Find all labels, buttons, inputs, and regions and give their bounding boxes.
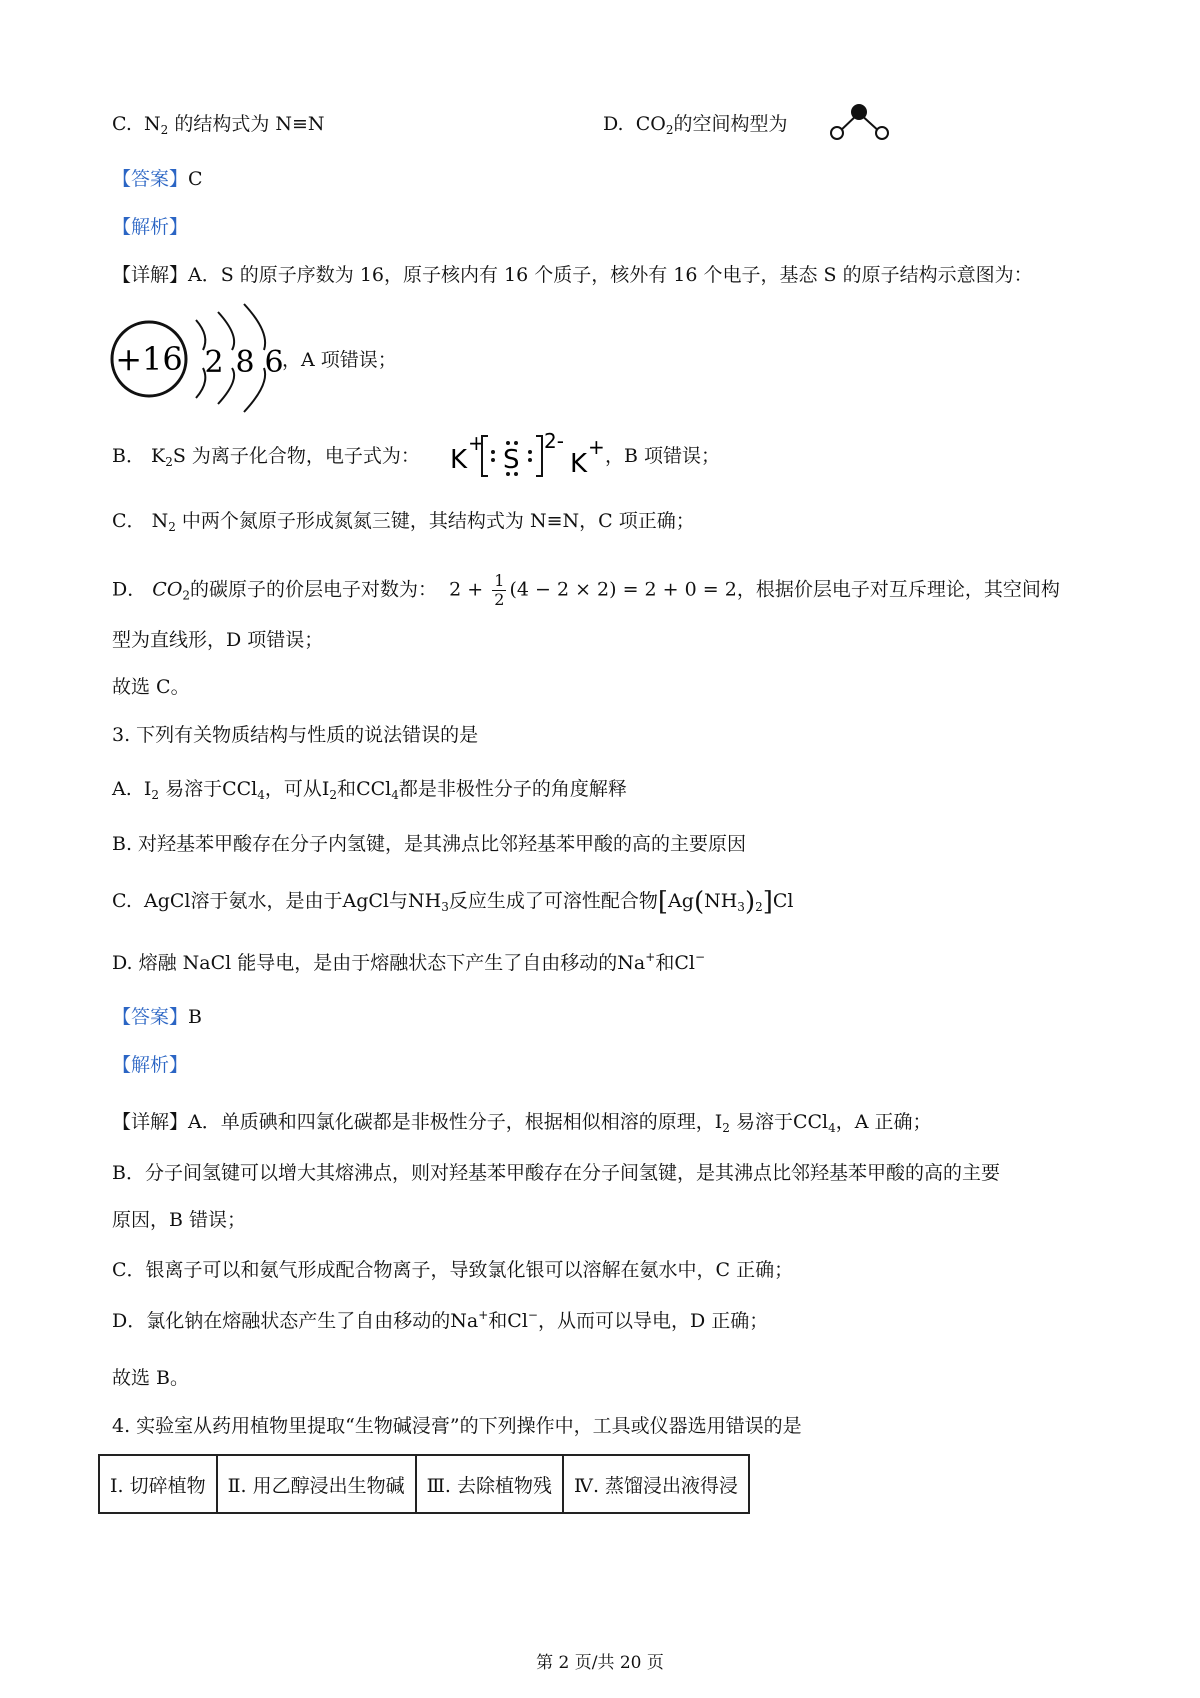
table-cell: Ⅲ. 去除植物残 [416, 1455, 563, 1513]
svg-text:+: + [468, 431, 485, 455]
q3-detail-a: 【详解】A．单质碘和四氯化碳都是非极性分子，根据相似相溶的原理，$I_2$ 易溶于CCl$_4$，A 正确； [112, 1111, 932, 1135]
sulfur-atom-structure-diagram [108, 300, 284, 420]
fraction-one-half: $\frac{1}{2}$ [494, 571, 505, 609]
table-row [99, 1455, 749, 1513]
table-cell: Ⅳ. 蒸馏浸出液得浸 [563, 1455, 749, 1513]
q3-detail-b1: B．分子间氢键可以增大其熔沸点，则对羟基苯甲酸存在分子间氢键，是其沸点比邻羟基苯甲酸的高的主要 [112, 1162, 1000, 1184]
shell-3: 6 [264, 345, 284, 380]
q3-detail-c: C．银离子可以和氨气形成配合物离子，导致氯化银可以溶解在氨水中，C 正确； [112, 1259, 794, 1281]
answer-label: 【答案】 [112, 168, 189, 190]
svg-text:+: + [588, 435, 605, 459]
nucleus-charge: +16 [115, 340, 183, 378]
shell-2: 8 [235, 345, 255, 380]
q3-option-a: A. $I_2$ 易溶于CCl$_4$，可从$I_2$和CCl$_4$都是非极性分子的角度解释 [112, 778, 627, 802]
detail-c-line: C． $N_2$ 中两个氮原子形成氮氮三键，其结构式为 N≡N，C 项正确； [112, 510, 695, 534]
svg-text:2-: 2- [544, 429, 564, 453]
svg-text:S: S [503, 445, 520, 475]
svg-text:K: K [450, 445, 468, 475]
detail-d-line2: 型为直线形，D 项错误； [112, 629, 324, 651]
bent-molecule-diagram [828, 102, 892, 142]
detail-b-end: ，B 项错误； [605, 445, 721, 467]
analysis-label: 【解析】 [112, 216, 189, 238]
option-c: C. $N_2$ 的结构式为 N≡N [112, 113, 325, 137]
answer-line: 【答案】C [112, 168, 203, 190]
q3-answer-line: 【答案】B [112, 1006, 202, 1028]
q4-stem: 4. 实验室从药用植物里提取“生物碱浸膏”的下列操作中，工具或仪器选用错误的是 [112, 1415, 802, 1437]
option-d: D. $CO_2$的空间构型为 [603, 113, 788, 137]
detail-b-line: B． $K_2S$ 为离子化合物，电子式为： [112, 445, 420, 469]
choose-b: 故选 B。 [112, 1367, 190, 1389]
svg-text:K: K [570, 449, 588, 479]
detail-label: 【详解】 [112, 264, 189, 286]
q3-option-c: C. AgCl溶于氨水，是由于AgCl与$NH_3$反应生成了可溶性配合物$[Ag(NH_3)_2]Cl$ [112, 887, 794, 917]
q3-option-d: D. 熔融 NaCl 能导电，是由于熔融状态下产生了自由移动的Na+和Cl− [112, 950, 706, 974]
table-cell: Ⅱ. 用乙醇浸出生物碱 [217, 1455, 416, 1513]
q3-analysis-label: 【解析】 [112, 1054, 189, 1076]
detail-d-line: D． $CO_2$的碳原子的价层电子对数为： 2 + $\frac{1}{2}$ (4 − 2 × 2) = 2 + 0 = 2，根据价层电子对互斥理论，其空间构 [112, 571, 1060, 609]
q3-stem: 3. 下列有关物质结构与性质的说法错误的是 [112, 724, 479, 746]
detail-a-end: ，A 项错误； [282, 349, 397, 371]
q3-detail-b2: 原因，B 错误； [112, 1209, 247, 1231]
k2s-electron-formula [448, 428, 608, 484]
choose-c: 故选 C。 [112, 676, 190, 698]
q4-operations-table [98, 1454, 750, 1514]
q3-option-b: B. 对羟基苯甲酸存在分子内氢键，是其沸点比邻羟基苯甲酸的高的主要原因 [112, 833, 747, 855]
table-cell: I. 切碎植物 [99, 1455, 217, 1513]
shell-1: 2 [204, 345, 224, 380]
q3-detail-d: D．氯化钠在熔融状态产生了自由移动的Na+和Cl−，从而可以导电，D 正确； [112, 1308, 769, 1332]
detail-a-line: 【详解】A．S 的原子序数为 16，原子核内有 16 个质子，核外有 16 个电子，基态 S 的原子结构示意图为： [112, 264, 1033, 286]
page-footer: 第 2 页/共 20 页 [536, 1653, 664, 1673]
